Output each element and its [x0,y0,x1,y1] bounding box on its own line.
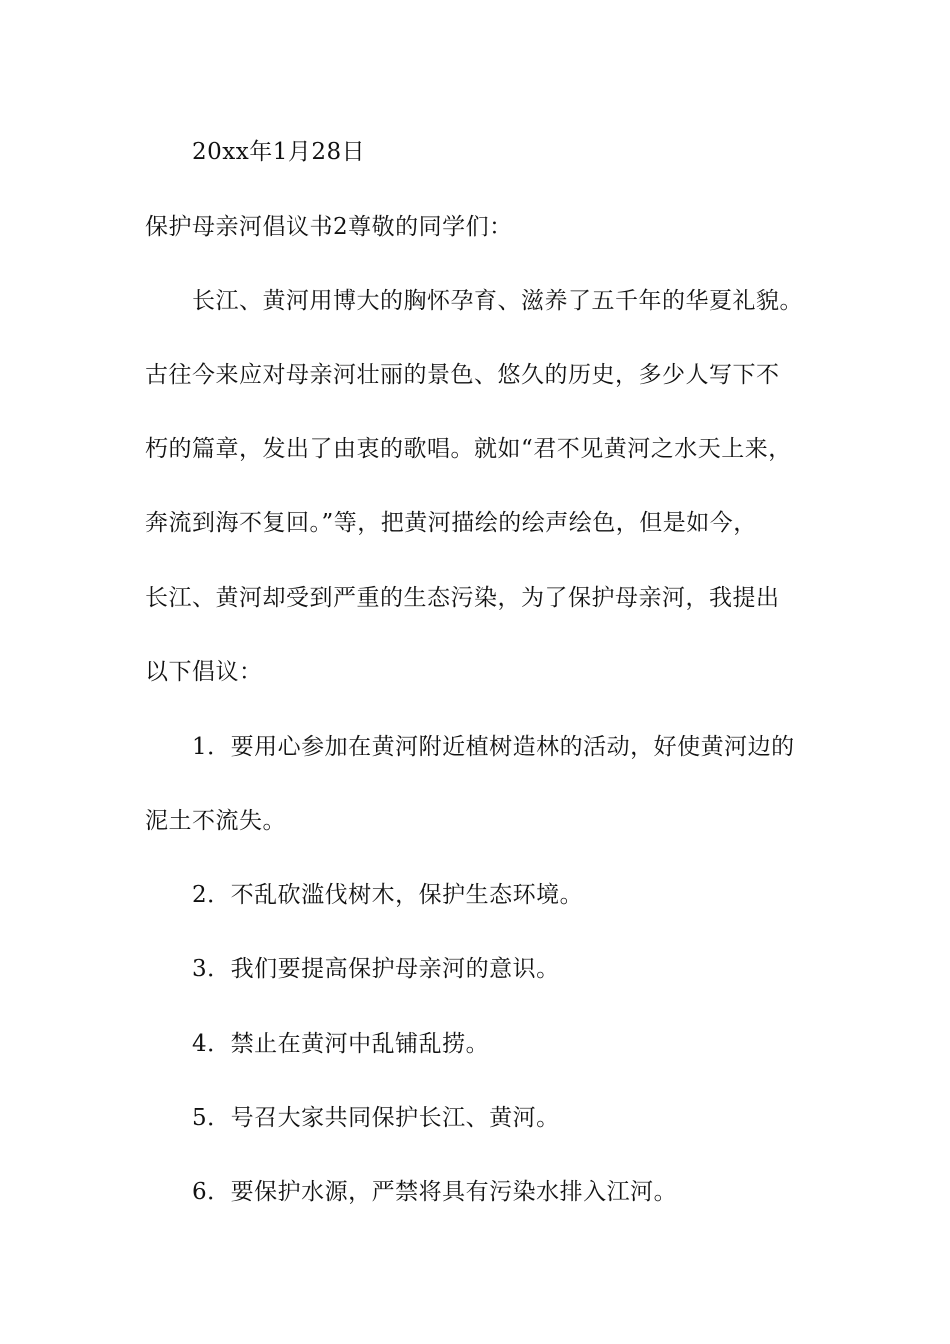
title-line: 保护母亲河倡议书2尊敬的同学们： [145,214,513,240]
proposal-line: 2．不乱砍滥伐树木，保护生态环境。 [192,882,584,908]
proposal-line: 1．要用心参加在黄河附近植树造林的活动，好使黄河边的 [192,734,795,760]
paragraph-line: 长江、黄河用博大的胸怀孕育、滋养了五千年的华夏礼貌。 [192,288,803,314]
proposal-line: 4．禁止在黄河中乱铺乱捞。 [192,1031,490,1057]
proposal-line: 6．要保护水源，严禁将具有污染水排入江河。 [192,1179,678,1205]
paragraph-line: 朽的篇章，发出了由衷的歌唱。就如“君不见黄河之水天上来， [145,436,792,462]
paragraph-line: 以下倡议： [145,659,263,685]
paragraph-line: 奔流到海不复回。”等，把黄河描绘的绘声绘色，但是如今， [145,510,757,536]
paragraph-line: 古往今来应对母亲河壮丽的景色、悠久的历史，多少人写下不 [145,362,780,388]
date-line: 20xx年1月28日 [192,139,366,165]
proposal-line: 泥土不流失。 [145,808,286,834]
proposal-line: 5．号召大家共同保护长江、黄河。 [192,1105,560,1131]
proposal-line: 3．我们要提高保护母亲河的意识。 [192,956,560,982]
paragraph-line: 长江、黄河却受到严重的生态污染，为了保护母亲河，我提出 [145,585,780,611]
